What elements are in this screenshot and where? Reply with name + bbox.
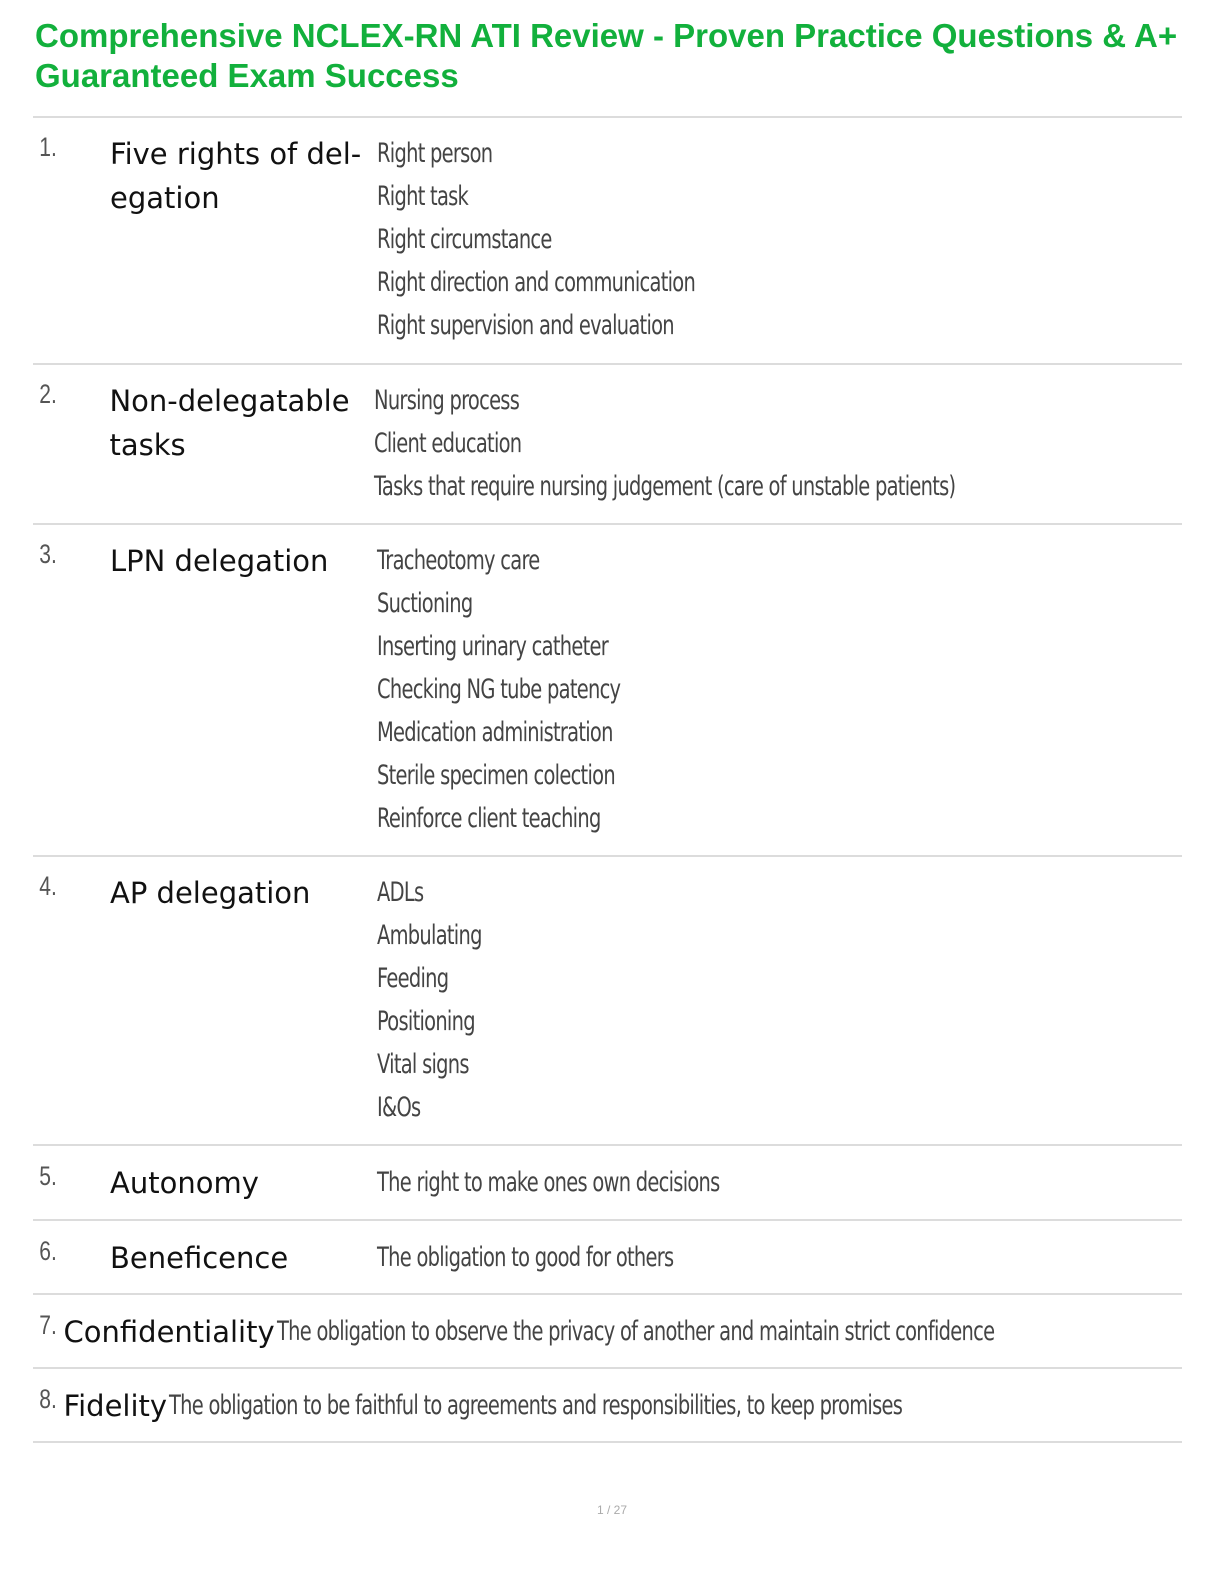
definition-line: Suctioning bbox=[377, 588, 473, 619]
card-definition bbox=[275, 1310, 1224, 1367]
flashcard-list bbox=[33, 116, 1182, 1443]
card-number: 4. bbox=[39, 871, 57, 901]
card-definition bbox=[375, 539, 1182, 855]
flashcard-row bbox=[33, 1369, 1182, 1443]
card-term bbox=[110, 132, 375, 363]
card-number: 7. bbox=[39, 1310, 57, 1340]
card-term bbox=[110, 1236, 375, 1293]
definition-line: Right task bbox=[377, 181, 469, 212]
definition-line: The obligation to good for others bbox=[377, 1242, 674, 1273]
card-number: 1. bbox=[39, 132, 57, 162]
definition-line: Checking NG tube patency bbox=[377, 674, 621, 705]
flashcard-row bbox=[33, 525, 1182, 857]
definition-line: Positioning bbox=[377, 1006, 475, 1037]
page-title: Comprehensive NCLEX-RN ATI Review - Proven Practice Questions & A+ Guaranteed Exam Success bbox=[35, 17, 1178, 94]
definition-line: The right to make ones own decisions bbox=[377, 1167, 720, 1198]
card-definition bbox=[372, 379, 1182, 523]
flashcard-row bbox=[33, 365, 1182, 525]
definition-line: ADLs bbox=[377, 877, 424, 908]
definition-line: Medication administration bbox=[377, 717, 613, 748]
card-definition bbox=[375, 1236, 1182, 1293]
definition-line: Nursing process bbox=[374, 385, 520, 416]
definition-line: The obligation to observe the privacy of another and maintain strict confidence bbox=[276, 1316, 995, 1347]
term-line: LPN delegation bbox=[110, 544, 329, 578]
term-line: egation bbox=[110, 181, 220, 215]
definition-line: Tracheotomy care bbox=[377, 545, 540, 576]
definition-line: Tasks that require nursing judgement (care of unstable patients) bbox=[374, 471, 956, 502]
flashcard-row bbox=[33, 118, 1182, 365]
definition-line: The obligation to be faithful to agreements and responsibilities, to keep promises bbox=[169, 1390, 903, 1421]
card-term bbox=[110, 871, 375, 1144]
definition-line: Sterile specimen colection bbox=[377, 760, 615, 791]
term-line: Confidentiality bbox=[63, 1315, 275, 1349]
definition-line: I&Os bbox=[377, 1092, 421, 1123]
card-definition bbox=[375, 132, 1182, 363]
flashcard-row bbox=[33, 857, 1182, 1146]
card-definition bbox=[167, 1384, 1187, 1441]
term-line: Autonomy bbox=[110, 1166, 259, 1200]
definition-line: Client education bbox=[374, 428, 522, 459]
card-definition bbox=[375, 871, 1182, 1144]
flashcard-row bbox=[33, 1146, 1182, 1221]
definition-line: Feeding bbox=[377, 963, 449, 994]
definition-line: Inserting urinary catheter bbox=[377, 631, 608, 662]
flashcard-row bbox=[33, 1295, 1182, 1369]
card-term bbox=[64, 1384, 168, 1441]
term-line: AP delegation bbox=[110, 876, 311, 910]
card-number: 8. bbox=[39, 1384, 57, 1414]
definition-line: Right supervision and evaluation bbox=[377, 310, 674, 341]
card-number: 5. bbox=[39, 1161, 57, 1191]
page-number: 1 / 27 bbox=[596, 1503, 628, 1517]
term-line: Five rights of del- bbox=[110, 137, 362, 171]
card-term bbox=[109, 379, 372, 523]
definition-line: Right direction and communication bbox=[377, 267, 696, 298]
card-number: 6. bbox=[39, 1236, 57, 1266]
definition-line: Reinforce client teaching bbox=[377, 803, 601, 834]
term-line: tasks bbox=[109, 428, 186, 462]
term-line: Fidelity bbox=[63, 1389, 168, 1423]
card-term bbox=[64, 1310, 275, 1367]
flashcard-row bbox=[33, 1221, 1182, 1295]
card-definition bbox=[375, 1161, 1182, 1219]
definition-line: Ambulating bbox=[377, 920, 482, 951]
card-term bbox=[110, 539, 375, 855]
definition-line: Vital signs bbox=[377, 1049, 469, 1080]
term-line: Beneficence bbox=[110, 1241, 289, 1275]
term-line: Non-delegatable bbox=[109, 384, 350, 418]
definition-line: Right person bbox=[377, 138, 493, 169]
card-number: 2. bbox=[39, 379, 57, 409]
card-term bbox=[110, 1161, 375, 1219]
card-number: 3. bbox=[39, 539, 57, 569]
definition-line: Right circumstance bbox=[377, 224, 552, 255]
